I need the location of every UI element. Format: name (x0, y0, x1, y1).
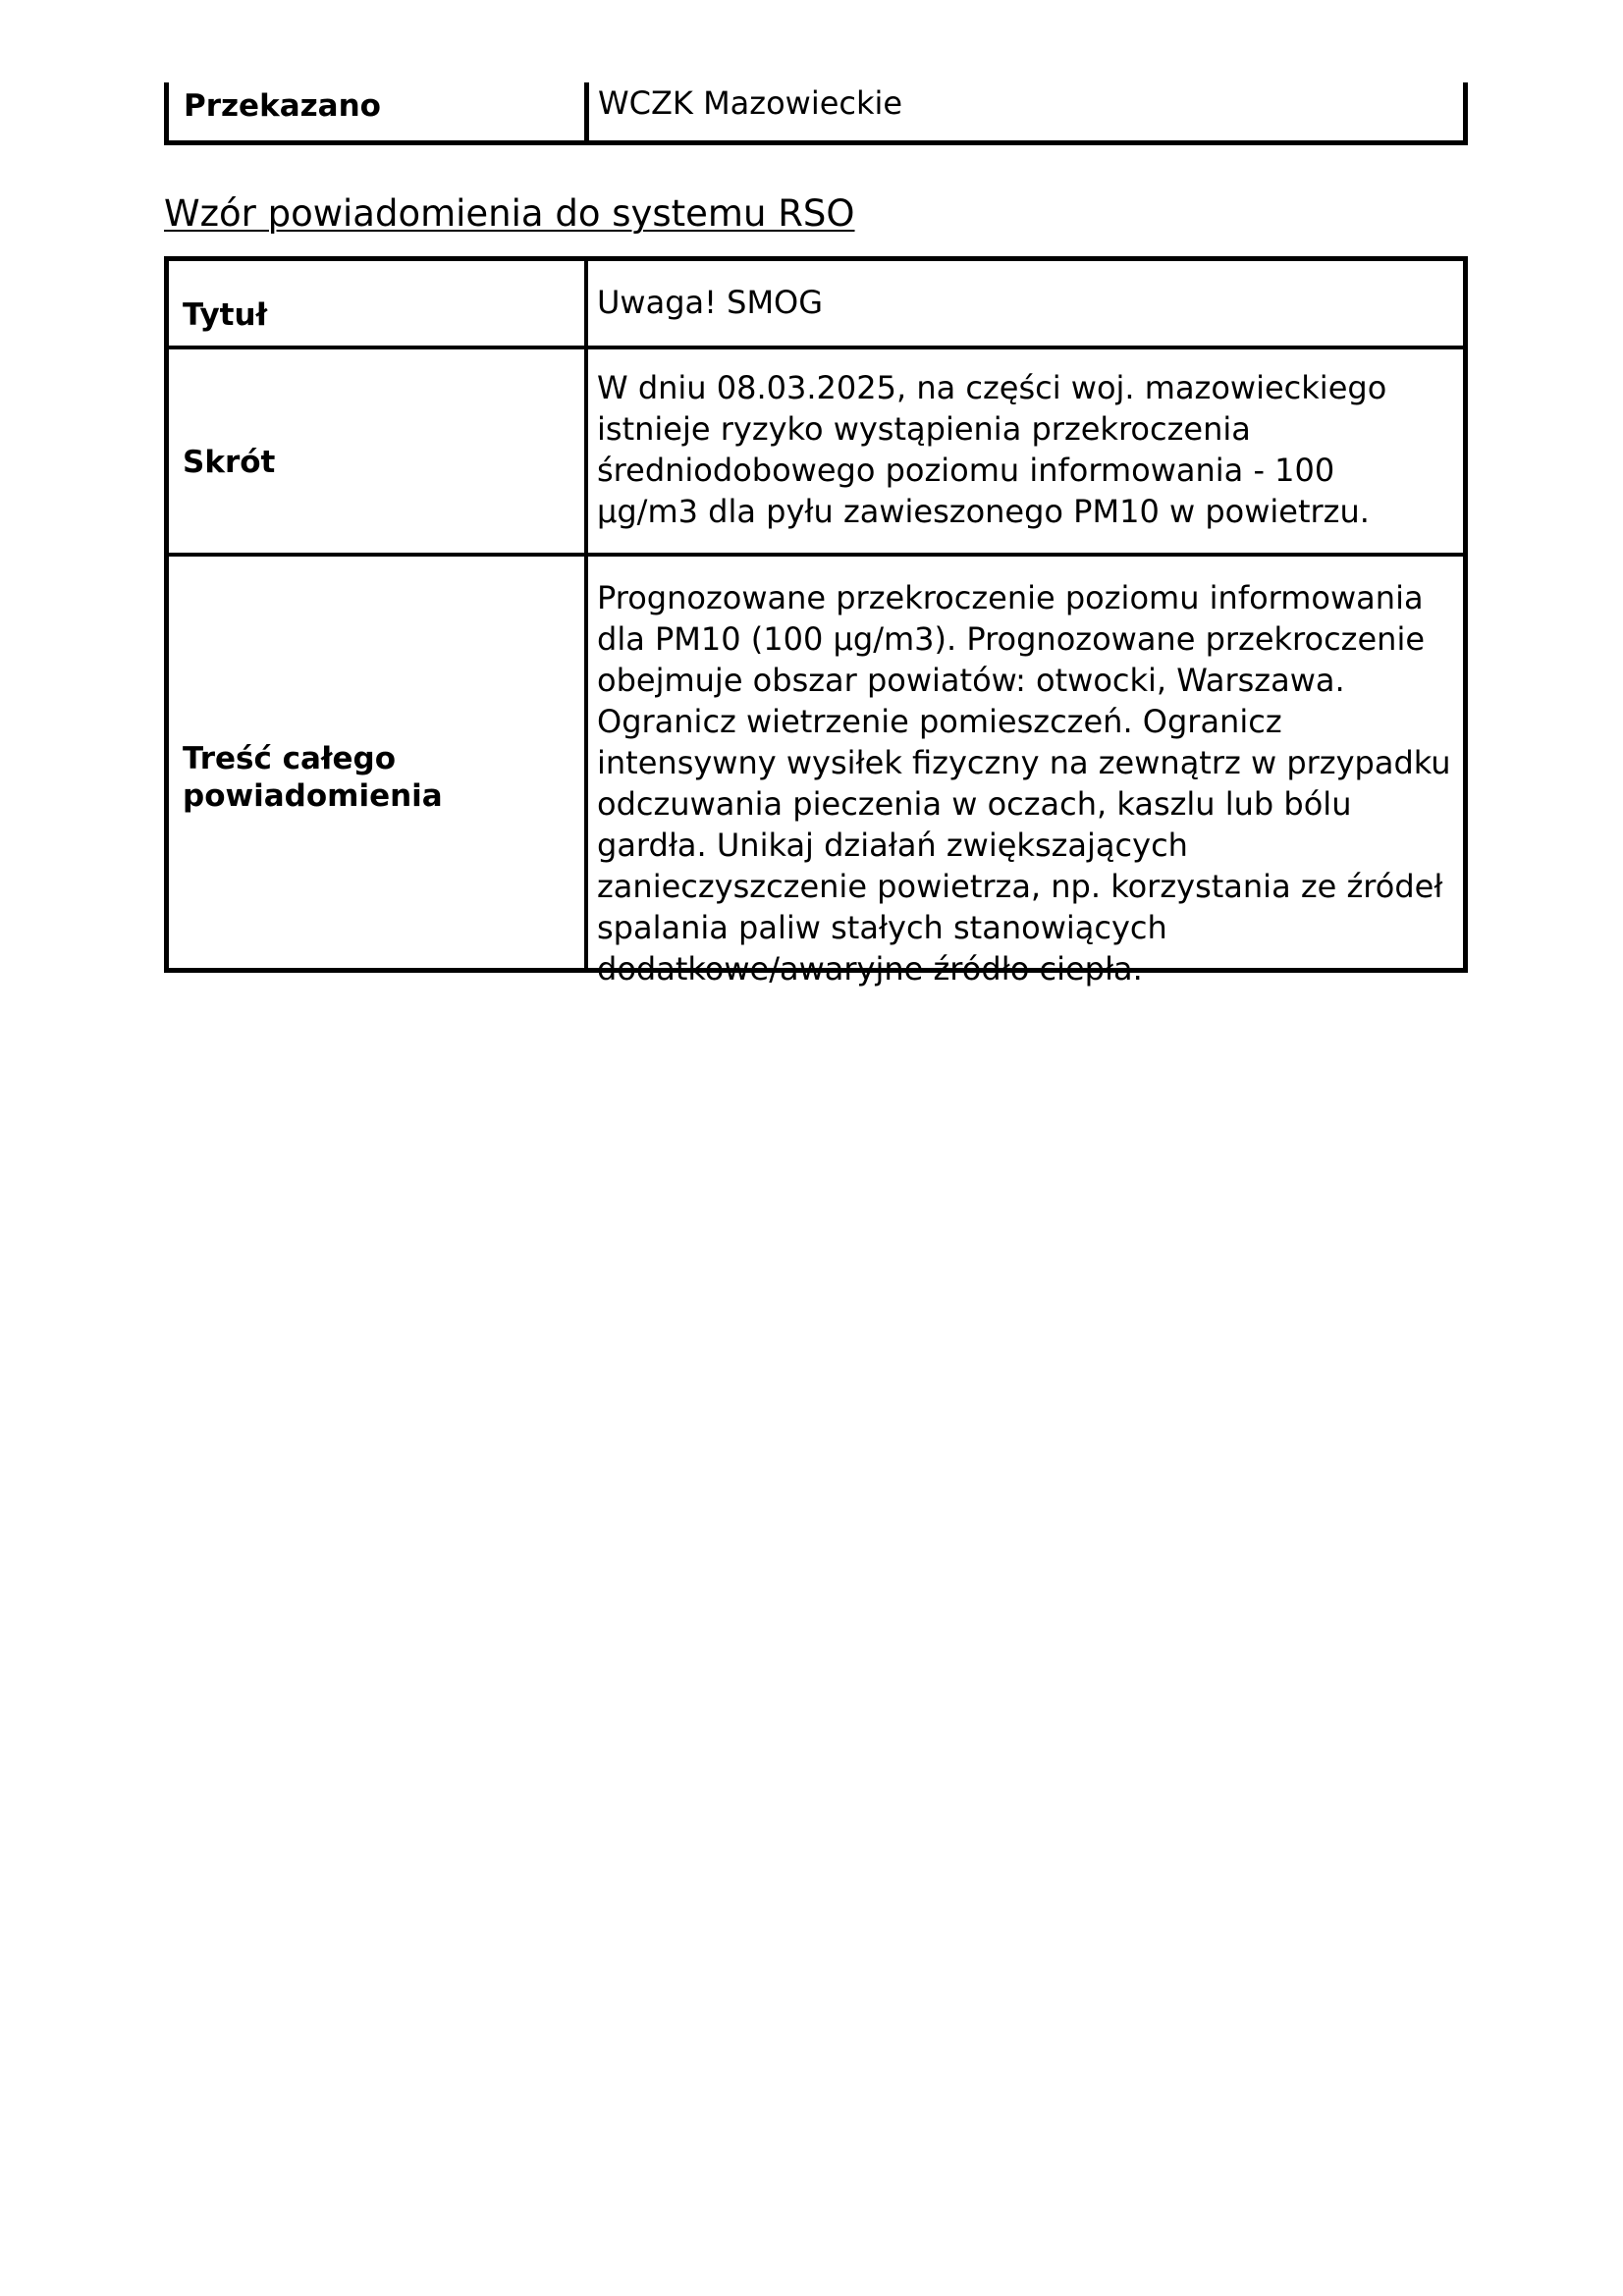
transfer-table (164, 82, 1468, 145)
column-divider (584, 82, 589, 140)
full-content-value: Prognozowane przekroczenie poziomu informowania dla PM10 (100 µg/m3). Prognozowane przekroczenie obejmuje obszar powiatów: otwocki, Warszawa. Ogranicz wietrzenie pomieszczeń. Ogranicz intensywny wysiłek fizyczny na zewnątrz w przypadku odczuwania pieczenia w oczach, kaszlu lub bólu gardła. Unikaj działań zwiększających zanieczyszczenie powietrza, np. korzystania ze źródeł spalania paliw stałych stanowiących dodatkowe/awaryjne źródło ciepła. (597, 579, 1451, 988)
column-divider (584, 261, 588, 968)
row-divider (169, 346, 1463, 349)
row-divider (169, 553, 1463, 557)
summary-label: Skrót (183, 445, 276, 480)
full-content-label: Treść całego powiadomienia (183, 741, 443, 814)
transfer-label: Przekazano (184, 88, 381, 124)
title-value: Uwaga! SMOG (597, 284, 824, 321)
section-heading: Wzór powiadomienia do systemu RSO (164, 192, 855, 235)
title-label: Tytuł (183, 297, 268, 333)
rso-notification-table (164, 256, 1468, 988)
transfer-value: WCZK Mazowieckie (598, 84, 903, 122)
summary-value: W dniu 08.03.2025, na części woj. mazowieckiego istnieje ryzyko wystąpienia przekroczenia średniodobowego poziomu informowania - 100 µg/m3 dla pyłu zawieszonego PM10 w powietrzu. (597, 369, 1387, 530)
